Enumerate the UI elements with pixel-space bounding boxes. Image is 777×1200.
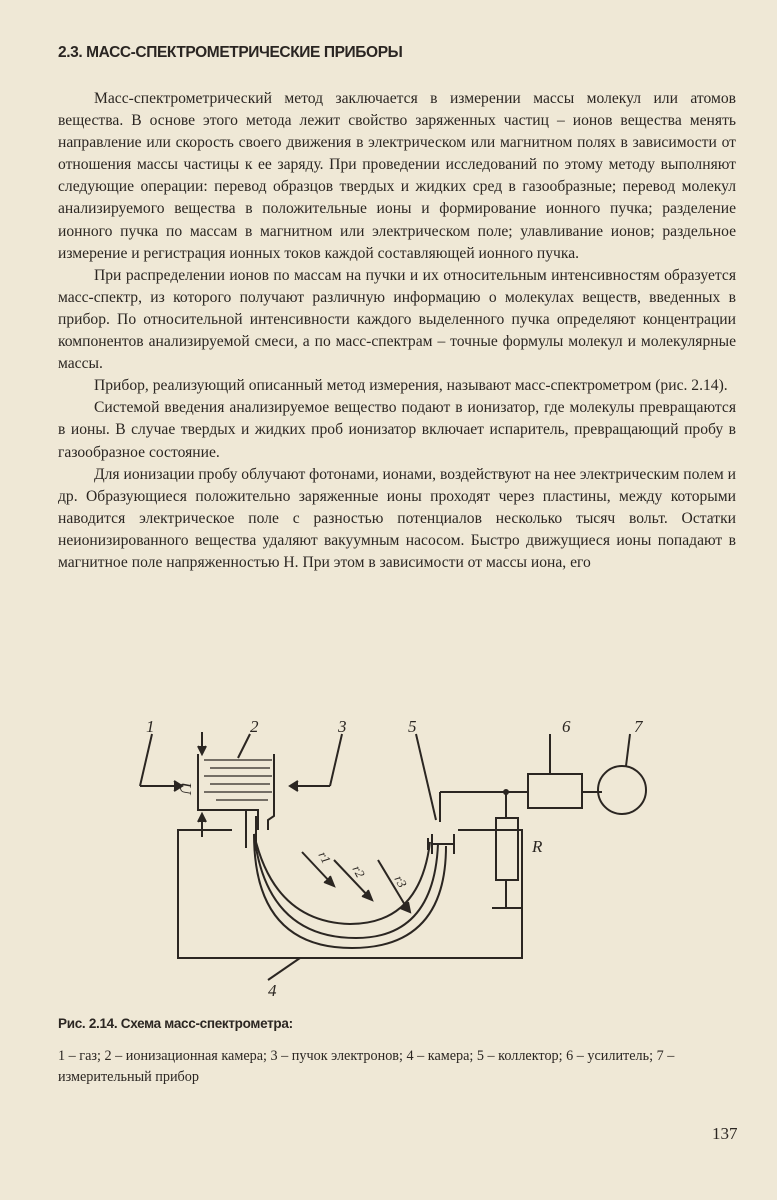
figure-legend: 1 – газ; 2 – ионизационная камера; 3 – пучок электронов; 4 – камера; 5 – коллектор; 6 – усилитель; 7 – измерительный прибор (58, 1048, 675, 1085)
label-3: 3 (338, 717, 347, 736)
ionization-chamber-hatch (204, 760, 272, 800)
label-1-leader (140, 734, 152, 786)
label-6: 6 (562, 717, 571, 736)
measuring-instrument (598, 766, 646, 814)
figure-caption-title: Рис. 2.14. Схема масс-спектрометра: (58, 1016, 293, 1031)
mass-spectrometer-diagram (120, 712, 680, 1002)
label-7: 7 (634, 717, 643, 736)
label-1: 1 (146, 717, 155, 736)
label-r: R (532, 837, 543, 856)
label-u: U (176, 782, 195, 795)
paragraph-2: При распределении ионов по массам на пучки и их относительным интенсивностям образуется масс-спектр, из которого получают различную информацию о молекулах веществ, введенных в прибор. По относительной интенсивности каждого выделенного пучка определяют концентрации компонентов анализируемой смеси, а по масс-спектрам – точные формулы молекул и молекулярные массы. (58, 266, 736, 373)
label-2: 2 (250, 717, 259, 736)
label-5-leader (416, 734, 436, 820)
paragraph-3: Прибор, реализующий описанный метод измерения, называют масс-спектрометром (рис. 2.14). (94, 377, 728, 395)
label-r1: r1 (315, 848, 335, 867)
label-3-leader (330, 734, 342, 786)
paragraph-1: Масс-спектрометрический метод заключается в измерении массы молекул или атомов вещества. В основе этого метода лежит свойство заряженных частиц – ионов вещества менять направление или скорость своего движения в электрическом или магнитном полях в зависимости от отношения массы частицы к ее заряду. При проведении исследований по этому методу выполняют следующие операции: перевод образцов твердых и жидких сред в газообразные; перевод молекул анализируемого вещества в положительные ионы и формирование ионного пучка; разделение ионного пучка по массам в магнитном или электрическом поле; улавливание ионов; раздельное измерение и регистрация ионных токов каждой составляющей ионного пучка. (58, 90, 736, 262)
ion-trajectory-3 (254, 834, 446, 948)
amplifier-box (528, 774, 582, 808)
label-5: 5 (408, 717, 417, 736)
resistor-r (496, 818, 518, 880)
body-text (58, 88, 736, 574)
label-4-leader (268, 958, 300, 980)
page-number: 137 (712, 1124, 738, 1143)
label-7-leader (626, 734, 630, 766)
label-4: 4 (268, 981, 277, 1000)
label-2-leader (238, 734, 250, 758)
paragraph-5: Для ионизации пробу облучают фотонами, ионами, воздействуют на нее электрическим полем и др. Образующиеся положительно заряженные ионы проходят через пластины, между которыми наводится электрическое поле с разностью потенциалов несколько тысяч вольт. Остатки неионизированного вещества удаляют вакуумным насосом. Быстро движущиеся ионы попадают в магнитное поле напряженностью H. При этом в зависимости от массы иона, его (58, 465, 736, 571)
section-heading: 2.3. МАСС-СПЕКТРОМЕТРИЧЕСКИЕ ПРИБОРЫ (58, 44, 403, 61)
paragraph-4: Системой введения анализируемое вещество подают в ионизатор, где молекулы превращаются в ионы. В случае твердых и жидких проб ионизатор включает испаритель, превращающий пробу в газообразное состояние. (58, 399, 736, 461)
label-r2: r2 (349, 862, 369, 881)
label-r3: r3 (391, 872, 411, 891)
